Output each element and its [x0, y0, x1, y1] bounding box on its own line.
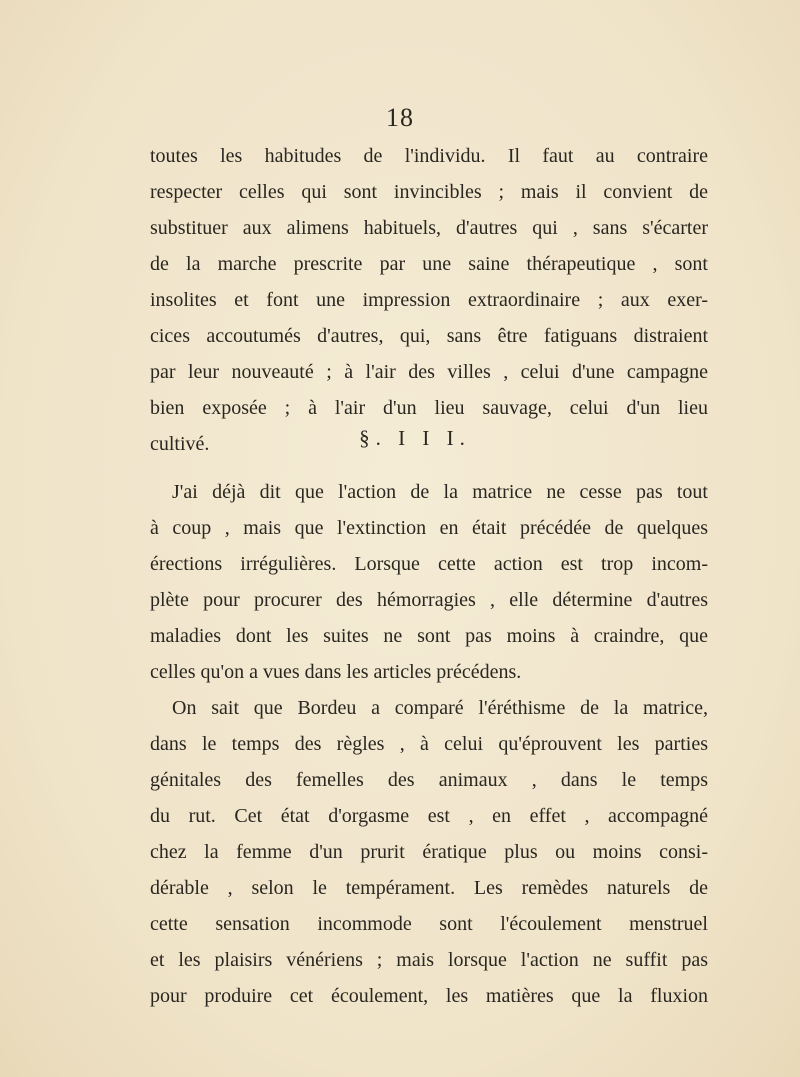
paragraph-line: de la marche prescrite par une saine thérapeutique , sont: [150, 253, 708, 275]
paragraph-line: J'ai déjà dit que l'action de la matrice ne cesse pas tout: [172, 481, 708, 503]
paragraph-line: respecter celles qui sont invincibles ; mais il convient de: [150, 181, 708, 203]
paragraph-line: celles qu'on a vues dans les articles précédens.: [150, 661, 522, 683]
page-number: 18: [386, 103, 414, 132]
paragraph-line: à coup , mais que l'extinction en était précédée de quelques: [150, 517, 708, 539]
paragraph-line: dans le temps des règles , à celui qu'éprouvent les parties: [150, 733, 708, 755]
paragraph-line: cette sensation incommode sont l'écoulement menstruel: [150, 913, 708, 935]
section-heading: §. I I I.: [359, 426, 471, 450]
paragraph-line: génitales des femelles des animaux , dans le temps: [150, 769, 708, 791]
paragraph-line: substituer aux alimens habituels, d'autres qui , sans s'écarter: [150, 217, 708, 239]
paragraph-line: cices accoutumés d'autres, qui, sans être fatiguans distraient: [150, 325, 708, 347]
paragraph-line: bien exposée ; à l'air d'un lieu sauvage, celui d'un lieu: [150, 397, 708, 419]
paragraph-line: plète pour procurer des hémorragies , elle détermine d'autres: [150, 589, 708, 611]
paragraph-line: érections irrégulières. Lorsque cette action est trop incom-: [150, 553, 708, 575]
paragraph-line: maladies dont les suites ne sont pas moins à craindre, que: [150, 625, 708, 647]
paragraph-line: et les plaisirs vénériens ; mais lorsque l'action ne suffit pas: [150, 949, 708, 971]
paragraph-line: dérable , selon le tempérament. Les remèdes naturels de: [150, 877, 708, 899]
paragraph-line: insolites et font une impression extraordinaire ; aux exer-: [150, 289, 708, 311]
paragraph-line: toutes les habitudes de l'individu. Il faut au contraire: [150, 145, 708, 167]
paragraph-group: [150, 474, 708, 1014]
paragraph-1: [150, 138, 708, 462]
paragraph-line: pour produire cet écoulement, les matières que la fluxion: [150, 985, 708, 1007]
paragraph-line: du rut. Cet état d'orgasme est , en effet , accompagné: [150, 805, 708, 827]
paragraph-line: On sait que Bordeu a comparé l'éréthisme de la matrice,: [172, 697, 708, 719]
paragraph-line: par leur nouveauté ; à l'air des villes , celui d'une campagne: [150, 361, 708, 383]
paragraph-line: cultivé.: [150, 433, 210, 455]
paragraph-line: chez la femme d'un prurit ératique plus ou moins consi-: [150, 841, 708, 863]
